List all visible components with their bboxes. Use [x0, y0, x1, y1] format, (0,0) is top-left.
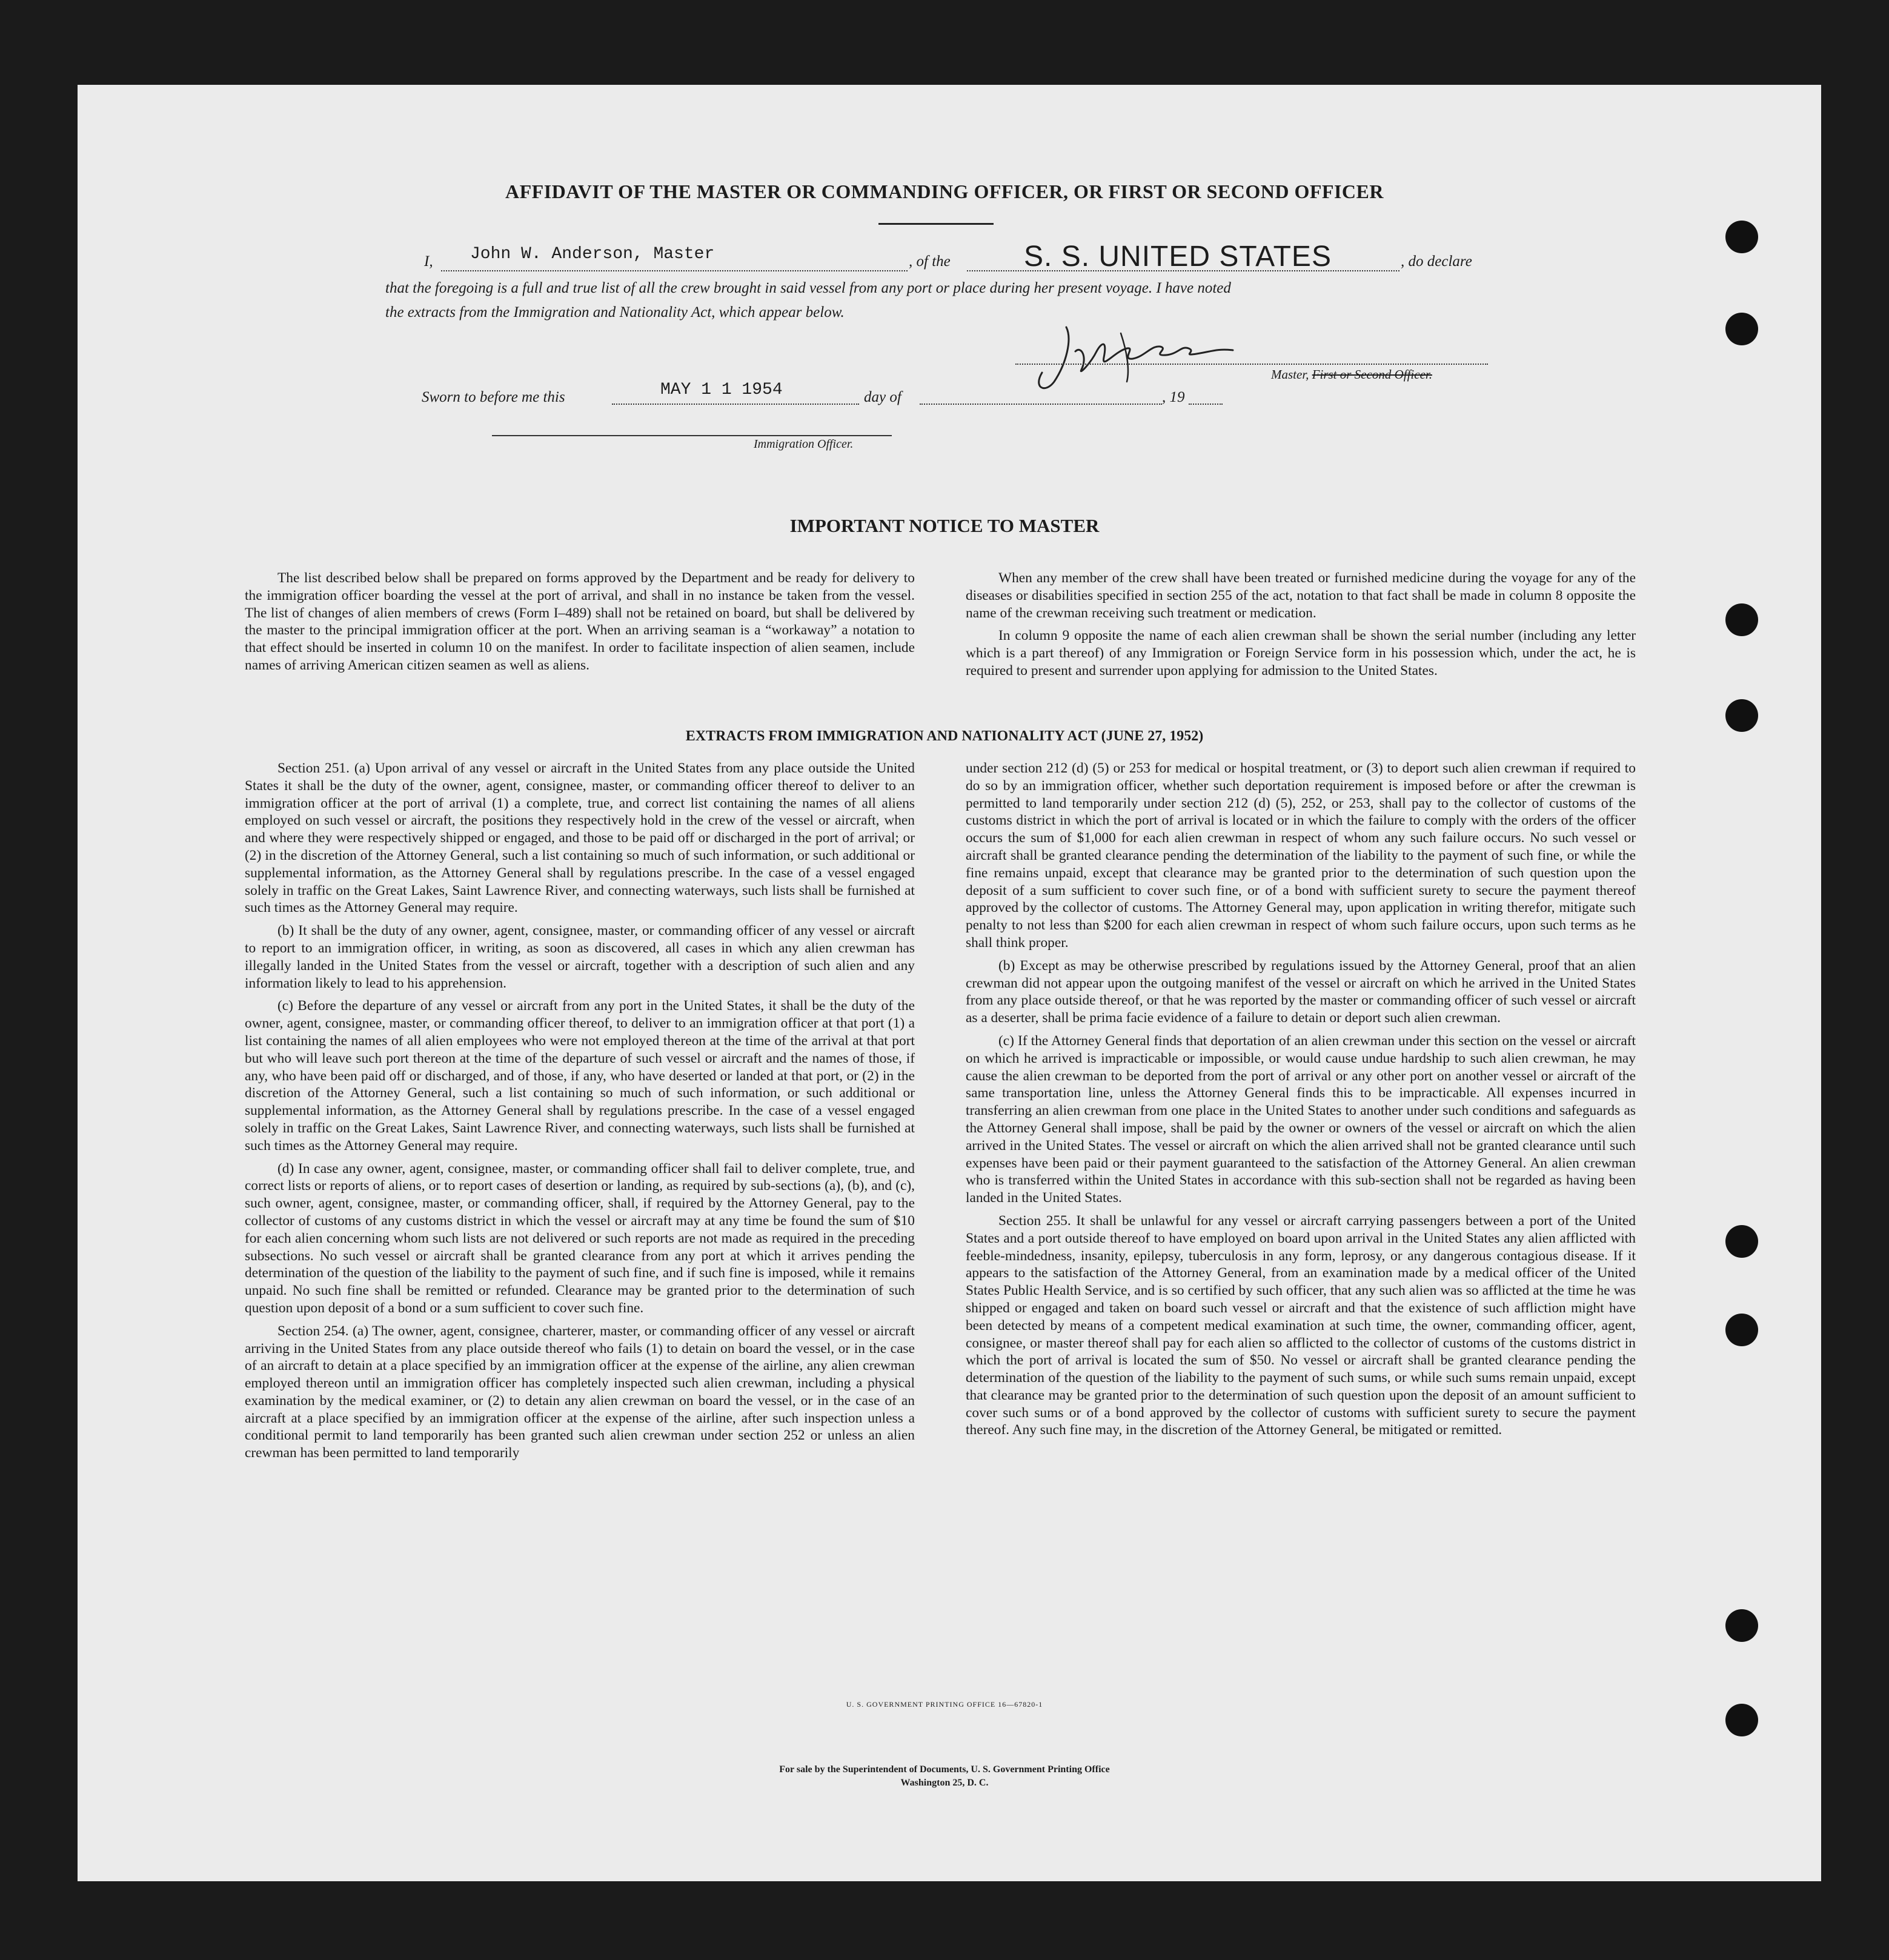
- name-fill-line: [441, 270, 908, 271]
- immigration-officer-label: Immigration Officer.: [754, 437, 854, 451]
- punch-hole: [1725, 603, 1758, 636]
- do-declare-label: , do declare: [1401, 253, 1472, 270]
- statement-line-2: the extracts from the Immigration and Nationality Act, which appear below.: [385, 304, 845, 321]
- printing-office-imprint: U. S. GOVERNMENT PRINTING OFFICE 16—67820-1: [846, 1700, 1043, 1709]
- extracts-title: EXTRACTS FROM IMMIGRATION AND NATIONALITY ACT (JUNE 27, 1952): [685, 728, 1204, 744]
- punch-hole: [1725, 1225, 1758, 1258]
- struck-officer-label: First or Second Officer.: [1312, 367, 1432, 382]
- punch-hole: [1725, 1314, 1758, 1346]
- extracts-right-column: [966, 760, 1636, 1444]
- sale-notice-line-2: Washington 25, D. C.: [900, 1778, 989, 1788]
- sale-notice-line-1: For sale by the Superintendent of Documents, U. S. Government Printing Office: [779, 1764, 1110, 1775]
- sworn-label: Sworn to before me this: [422, 389, 565, 405]
- sworn-date: MAY 1 1 1954: [660, 380, 783, 399]
- month-line: [920, 404, 1162, 405]
- vessel-name: S. S. UNITED STATES: [1024, 241, 1332, 273]
- sworn-date-line: [612, 404, 859, 405]
- section-251a: Section 251. (a) Upon arrival of any vessel or aircraft in the United States from any place outside the United States it shall be the duty of the owner, agent, consignee, master, or commanding officer thereof to deliver to an immigration officer at the port of arrival (1) a complete, true, and correct list containing the names of all aliens employed on such vessel or aircraft, the positions they respectively hold in the crew of the vessel or aircraft, when and where they were respectively shipped or engaged, and those to be paid off or discharged in the port of arrival; or (2) in the discretion of the Attorney General, such a list containing so much of such information, or such additional or supplemental information, as the Attorney General shall by regulations prescribe. In the case of a vessel engaged solely in traffic on the Great Lakes, Saint Lawrence River, and connecting waterways, such lists shall be furnished at such times as the Attorney General may require.: [245, 760, 915, 916]
- section-254a: Section 254. (a) The owner, agent, consignee, charterer, master, or commanding officer of any vessel or aircraft arriving in the United States from any place outside thereof who fails (1) to detain on board the vessel, or in the case of an aircraft to detain at a place specified by an immigration officer at the expense of the airline, any alien crewman employed thereon until an immigration officer has completely inspected such alien crewman, including a physical examination by the medical examiner, or (2) to detain any alien crewman on board the vessel, or in the case of an aircraft at a place specified by an immigration officer at the expense of the airline, after such inspection unless a conditional permit to land temporarily has been granted such alien crewman under section 252 or unless an alien crewman has been permitted to land temporarily: [245, 1323, 915, 1461]
- signature-line: [1015, 364, 1488, 365]
- section-255: Section 255. It shall be unlawful for any vessel or aircraft carrying passengers between a port of the United States and a port outside thereof to have employed on board upon arrival in the United States any alien afflicted with feeble-mindedness, insanity, epilepsy, tuberculosis in any form, leprosy, or any dangerous contagious disease. If it appears to the satisfaction of the Attorney General, from an examination made by a medical officer of the United States Public Health Service, and is so certified by such officer, that any such alien was so afflicted at the time he was shipped or engaged and taken on board such vessel or aircraft and that the existence of such affliction might have been detected by means of a competent medical examination at such time, the owner, commanding officer, agent, consignee, or master thereof shall pay for each alien so afflicted to the collector of customs of the customs district in which the port of arrival is located the sum of $50. No vessel or aircraft shall be granted clearance pending the determination of the question of the liability to the payment of such sums, or while such sums remain unpaid, except that clearance may be granted prior to the determination of such question upon the deposit of an amount sufficient to cover such sums or of a bond approved by the collector of customs with sufficient surety to secure the payment thereof. Any such fine may, in the discretion of the Attorney General, be mitigated or remitted.: [966, 1212, 1636, 1438]
- notice-title: IMPORTANT NOTICE TO MASTER: [789, 515, 1100, 536]
- master-label: [1271, 367, 1432, 382]
- notice-right-paragraph-1: When any member of the crew shall have been treated or furnished medicine during the voyage for any of the diseases or disabilities specified in section 255 of the act, notation to that fact shall be made in column 8 opposite the name of the crewman receiving such treatment or medication.: [966, 570, 1636, 621]
- officer-signature-line: [492, 435, 892, 436]
- day-of-label: day of: [864, 389, 901, 405]
- i-label: I,: [424, 253, 433, 270]
- extracts-left-column: [245, 760, 915, 1467]
- signature-image: [1030, 315, 1284, 406]
- section-254b: (b) Except as may be otherwise prescribed by regulations issued by the Attorney General, proof that an alien crewman did not appear upon the outgoing manifest of the vessel or aircraft on which he arrived in the United States from any place outside thereof, or that he was reported by the master or commanding officer of such vessel or aircraft as a deserter, shall be prima facie evidence of a failure to detain or deport such alien crewman.: [966, 957, 1636, 1026]
- statement-line-1: that the foregoing is a full and true list of all the crew brought in said vessel from any port or place during her present voyage. I have noted: [385, 280, 1231, 296]
- year-label: , 19: [1162, 389, 1185, 405]
- punch-hole: [1725, 699, 1758, 732]
- section-251b: (b) It shall be the duty of any owner, agent, consignee, master, or commanding officer of any vessel or aircraft to report to an immigration officer, in writing, as soon as discovered, all cases in which any alien crewman has illegally landed in the United States from the vessel or aircraft, together with a description of such alien and any information likely to lead to his apprehension.: [245, 923, 915, 991]
- year-line: [1189, 404, 1223, 405]
- punch-hole: [1725, 1609, 1758, 1642]
- punch-hole: [1725, 313, 1758, 345]
- title-rule: [878, 223, 994, 225]
- notice-right-paragraph-2: In column 9 opposite the name of each alien crewman shall be shown the serial number (including any letter which is a part thereof) of any Immigration or Foreign Service form in his possession which, under the act, he is required to present and surrender upon applying for admission to the United States.: [966, 628, 1636, 679]
- notice-left-column: [245, 570, 915, 680]
- notice-left-paragraph: The list described below shall be prepared on forms approved by the Department and be ready for delivery to the immigration officer boarding the vessel at the port of arrival, and shall in no instance be taken from the vessel. The list of changes of alien members of crews (Form I–489) shall not be retained on board, but shall be delivered by the master to the principal immigration officer at the port. When an arriving seaman is a “workaway” a notation to that effect should be inserted in column 10 on the manifest. In order to facilitate inspection of alien seamen, include names of arriving American citizen seamen as well as aliens.: [245, 570, 915, 673]
- affidavit-title: AFFIDAVIT OF THE MASTER OR COMMANDING OFFICER, OR FIRST OR SECOND OFFICER: [505, 181, 1384, 202]
- notice-right-column: [966, 570, 1636, 685]
- master-word: Master,: [1271, 367, 1309, 382]
- of-the-label: , of the: [909, 253, 951, 270]
- section-251d: (d) In case any owner, agent, consignee, master, or commanding officer shall fail to deliver complete, true, and correct lists or reports of aliens, or to report cases of desertion or landing, as required by sub-sections (a), (b), and (c), such owner, agent, consignee, master, or commanding officer, shall, if required by the Attorney General, pay to the collector of customs of any customs district in which the vessel or aircraft may at any time be found the sum of $10 for each alien concerning whom such lists are not delivered or such reports are not made as required in the preceding subsections. No such vessel or aircraft shall be granted clearance from any port at which it arrives pending the determination of the question of the liability to the payment of such fine, and if such fine is imposed, while it remains unpaid. No such fine shall be remitted or refunded. Clearance may be granted prior to the determination of such question upon deposit of a bond or a sum sufficient to cover such fine.: [245, 1160, 915, 1316]
- section-251c: (c) Before the departure of any vessel or aircraft from any port in the United States, it shall be the duty of the owner, agent, consignee, master, or commanding officer thereof, to deliver to an immigration officer at that port (1) a list containing the names of all alien employees who were not employed thereon at the time of the arrival at that port but who will leave such port thereon at the time of the departure of such vessel or aircraft and the names of those, if any, who have been paid off or discharged, and of those, if any, who have deserted or landed at that port, or (2) in the discretion of the Attorney General, such a list containing so much of such information, or such additional or supplemental information, as the Attorney General shall by regulations prescribe. In the case of a vessel engaged solely in traffic on the Great Lakes, Saint Lawrence River, and connecting waterways, such lists shall be furnished at such times as the Attorney General may require.: [245, 998, 915, 1154]
- section-254c: (c) If the Attorney General finds that deportation of an alien crewman under this section on the vessel or aircraft on which he arrived is impracticable or impossible, or would cause undue hardship to such alien crewman, he may cause the alien crewman to be deported from the port of arrival or any other port on another vessel or aircraft of the same transportation line, unless the Attorney General finds this to be impracticable. All expenses incurred in transferring an alien crewman from one place in the United States to another under such conditions and safeguards as the Attorney General shall impose, shall be paid by the owner or owners of the vessel or aircraft on which the alien arrived in the United States. The vessel or aircraft on which the alien arrived shall not be granted clearance until such expenses have been paid or their payment guaranteed to the satisfaction of the Attorney General. An alien crewman who is transferred within the United States in accordance with this sub-section shall not be regarded as having been landed in the United States.: [966, 1032, 1636, 1206]
- master-name: John W. Anderson, Master: [470, 245, 715, 264]
- section-254a-continued: under section 212 (d) (5) or 253 for medical or hospital treatment, or (3) to deport such alien crewman if required to do so by an immigration officer, whether such deportation requirement is imposed before or after the crewman is permitted to land temporarily under section 212 (d) (5), 252, or 253, shall pay to the collector of customs of the customs district in which the port of arrival is located or in which the failure to comply with the orders of the officer occurs the sum of $1,000 for each alien crewman in respect of whom any such failure occurs. No such vessel or aircraft shall be granted clearance pending the determination of the liability to the payment of such fine, or while the fine remains unpaid, except that clearance may be granted prior to the determination of such question upon the deposit of a sum sufficient to cover such fine, or of a bond with sufficient surety to secure the payment thereof approved by the collector of customs. The Attorney General may, upon application in writing therefor, mitigate such penalty to not less than $200 for each alien crewman in respect of whom such failure occurs, upon such terms as he shall think proper.: [966, 760, 1636, 951]
- punch-hole: [1725, 221, 1758, 253]
